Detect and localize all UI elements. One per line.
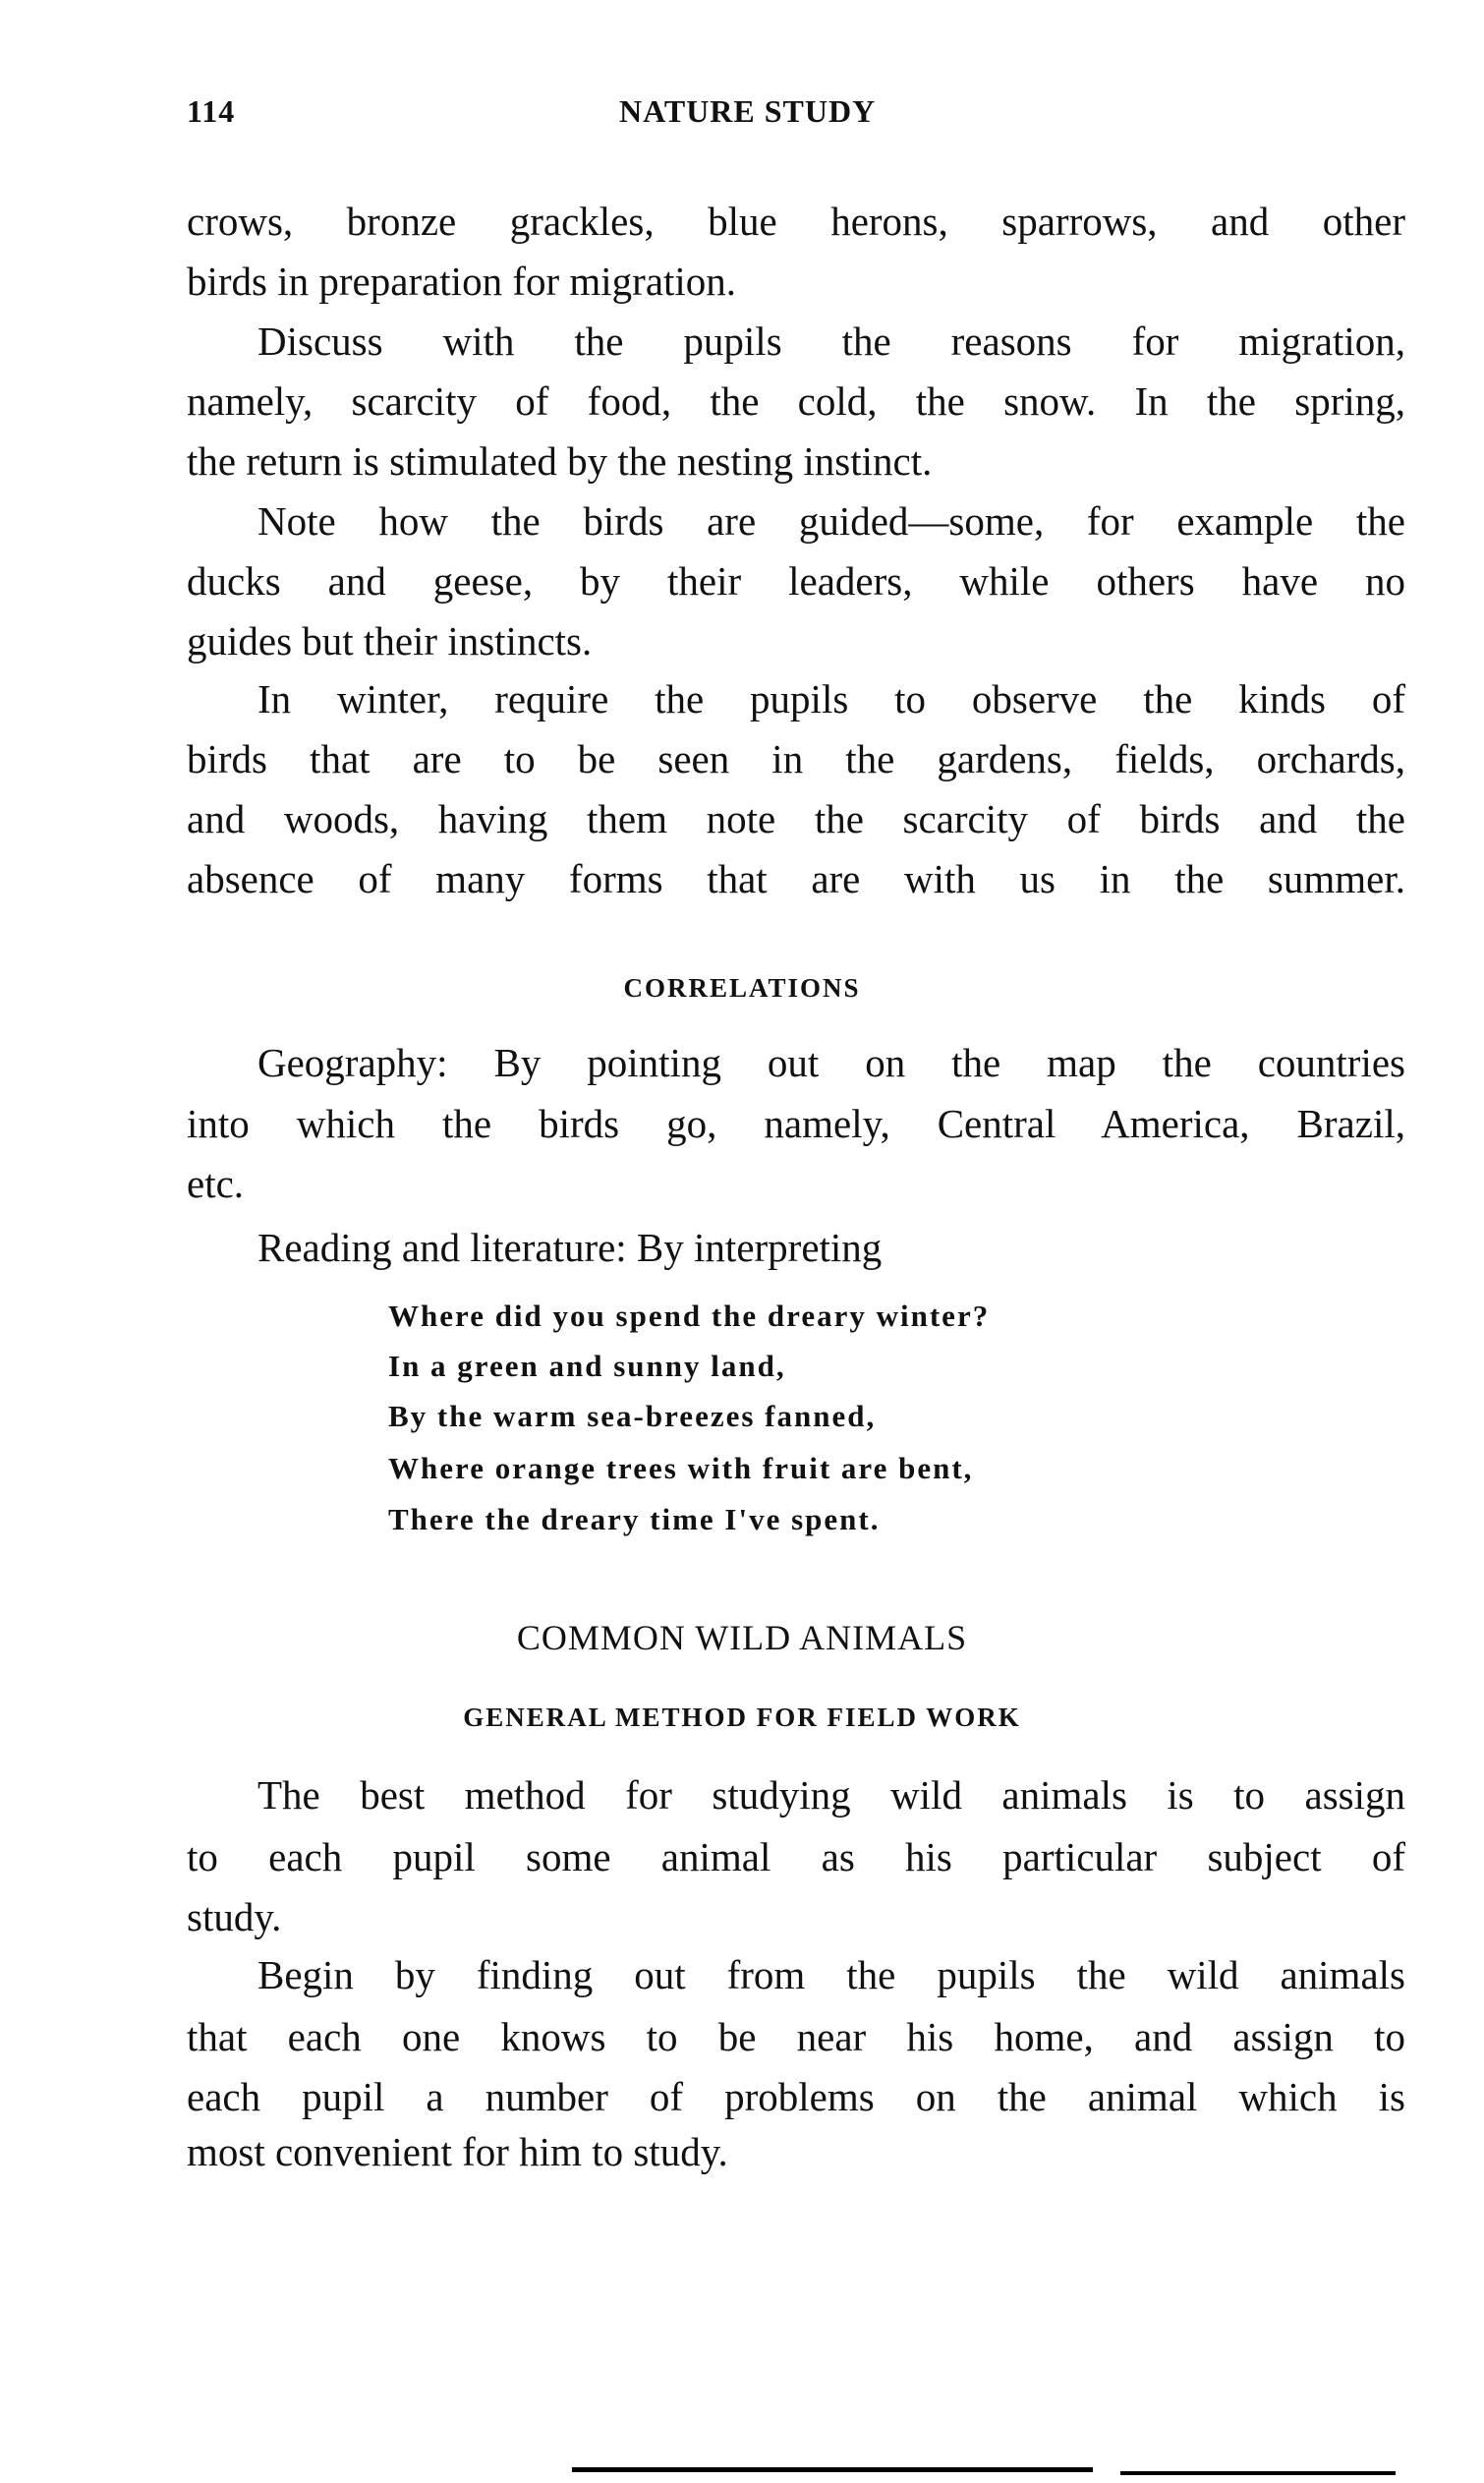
text-line: namely, scarcity of food, the cold, the snow. In the spring, [187,378,1405,424]
text-line: ducks and geese, by their leaders, while others have no [187,558,1405,604]
heading-correlations: CORRELATIONS [623,973,861,1003]
poem-line: Where orange trees with fruit are bent, [388,1451,974,1485]
text-line: the return is stimulated by the nesting instinct. [187,438,933,484]
running-title: NATURE STUDY [619,93,877,129]
text-line: Begin by finding out from the pupils the wild animals [257,1952,1405,1997]
text-line: to each pupil some animal as his particular subject of [187,1834,1405,1879]
text-line: study. [187,1894,282,1939]
text-line: etc. [187,1161,245,1206]
text-line: and woods, having them note the scarcity of birds and the [187,796,1405,841]
text-line: The best method for studying wild animals is to assign [257,1772,1405,1818]
text-line: birds that are to be seen in the gardens, fields, orchards, [187,736,1405,781]
text-line: crows, bronze grackles, blue herons, sparrows, and other [187,199,1405,244]
text-line: In winter, require the pupils to observe the kinds of [257,676,1405,722]
text-line: Reading and literature: By interpreting [257,1225,883,1270]
text-line: Discuss with the pupils the reasons for migration, [257,318,1405,364]
poem-line: By the warm sea-breezes fanned, [388,1399,877,1433]
text-line: most convenient for him to study. [187,2129,728,2174]
poem-line: Where did you spend the dreary winter? [388,1299,991,1333]
poem-line: There the dreary time I've spent. [388,1502,881,1536]
text-line: each pupil a number of problems on the animal which is [187,2074,1405,2119]
scan-edge-mark [572,2467,1093,2472]
text-line: Geography: By pointing out on the map the countries [257,1040,1405,1085]
text-line: absence of many forms that are with us in the summer. [187,856,1405,901]
text-line: that each one knows to be near his home, and assign to [187,2014,1405,2059]
page-number: 114 [187,93,236,129]
text-line: Note how the birds are guided—some, for example the [257,498,1405,544]
text-line: guides but their instincts. [187,618,593,664]
scan-edge-mark [1120,2471,1396,2475]
text-line: birds in preparation for migration. [187,259,737,304]
heading-common-wild-animals: COMMON WILD ANIMALS [516,1618,968,1657]
poem-line: In a green and sunny land, [388,1349,786,1383]
subheading-field-work: GENERAL METHOD FOR FIELD WORK [463,1703,1021,1732]
text-line: into which the birds go, namely, Central America, Brazil, [187,1101,1405,1146]
